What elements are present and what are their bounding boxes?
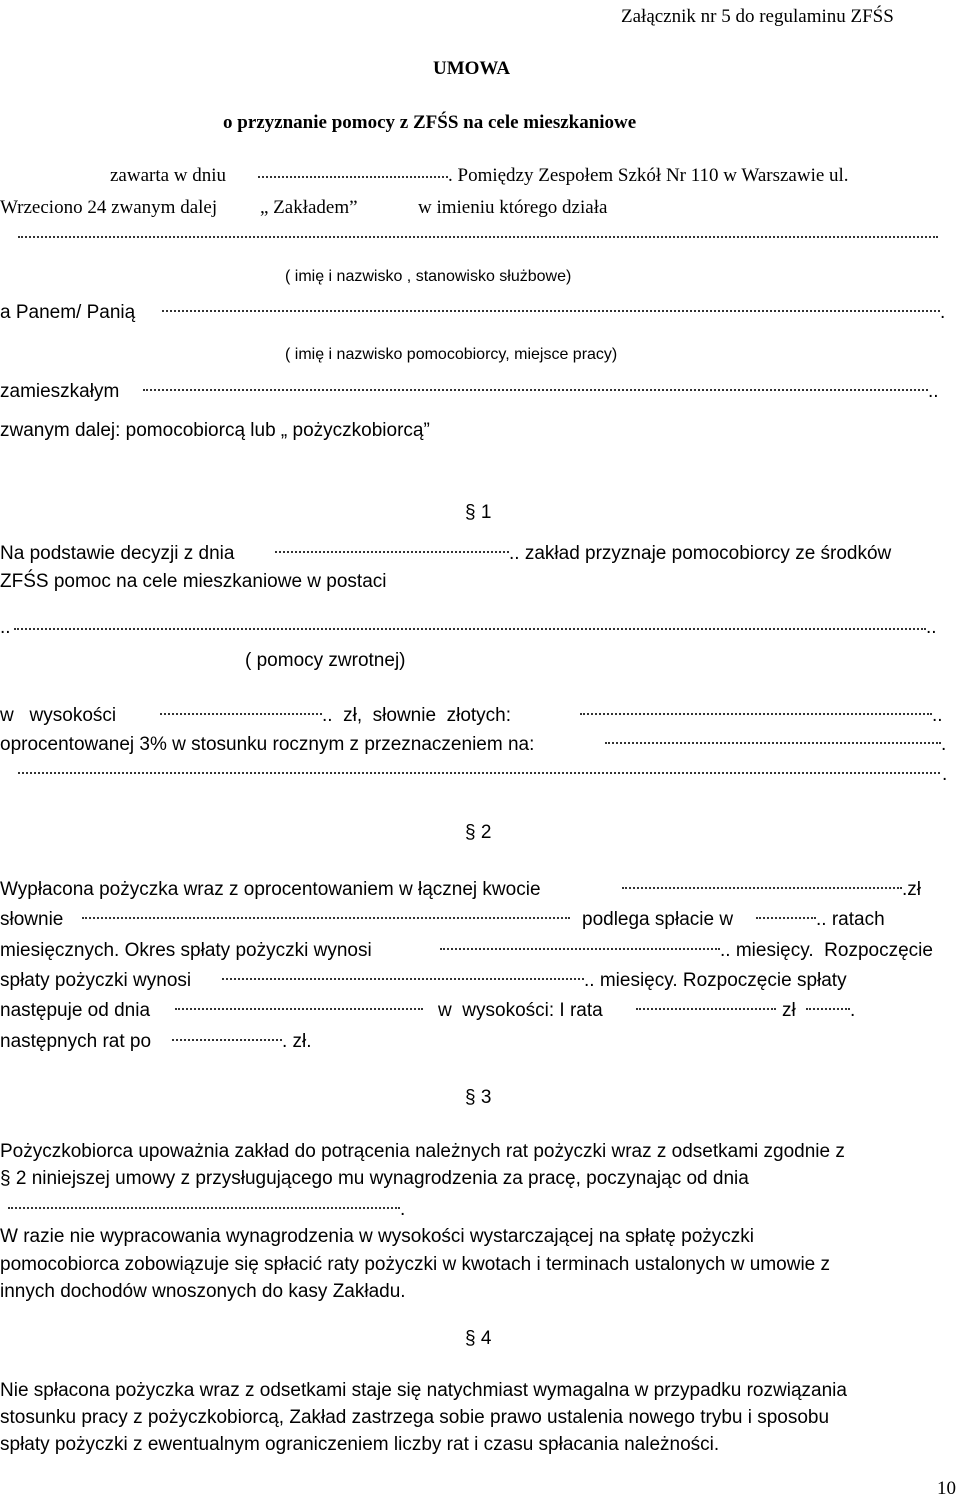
s1-aid-form: ZFŚS pomoc na cele mieszkaniowe w postaci — [0, 571, 387, 592]
first-rate-blank — [636, 1008, 776, 1010]
s1-blank-start: .. — [0, 617, 11, 638]
representative-note: ( imię i nazwisko , stanowisko służbowe) — [285, 268, 572, 285]
s2-period-label: miesięcznych. Okres spłaty pożyczki wynosi — [0, 940, 372, 961]
start-date-blank — [175, 1008, 423, 1010]
s2-repayment-label: podlega spłacie w — [582, 909, 734, 930]
period-blank-2 — [222, 978, 584, 980]
purpose-blank-2 — [18, 772, 940, 774]
s2-period-unit: .. miesięcy. Rozpoczęcie — [720, 940, 933, 961]
s1-words-end: .. — [932, 705, 943, 726]
s1-interest-text: oprocentowanej 3% w stosunku rocznym z przeznaczeniem na: — [0, 734, 535, 755]
page-number: 10 — [937, 1478, 956, 1499]
borrower-note: ( imię i nazwisko pomocobiorcy, miejsce pracy) — [285, 346, 618, 363]
purpose-blank — [605, 742, 941, 744]
installments-blank — [756, 917, 816, 919]
intro-address: Wrzeciono 24 zwanym dalej — [0, 197, 218, 218]
s2-words-label: słownie — [0, 909, 64, 930]
s2-first-rate-unit: zł — [782, 1000, 796, 1021]
s1-decision-label: Na podstawie decyzji z dnia — [0, 543, 235, 564]
s2-next-rates-unit: . zł. — [282, 1031, 312, 1052]
s2-next-rates-label: następnych rat po — [0, 1031, 152, 1052]
intro-zaklad: „ Zakładem” — [260, 197, 358, 218]
s1-words-label: .. zł, słownie złotych: — [322, 705, 512, 726]
residence-blank — [143, 389, 928, 391]
section-2-heading: § 2 — [465, 822, 492, 843]
s2-first-rate-label: w wysokości: I rata — [438, 1000, 603, 1021]
s3-line-5: pomocobiorca zobowiązuje się spłacić raty pożyczki w kwotach i terminach ustalonych w umowie z — [0, 1254, 831, 1275]
s3-line-2: § 2 niniejszej umowy z przysługującego mu wynagrodzenia za pracę, poczynając od dnia — [0, 1168, 749, 1189]
deduction-date-blank — [8, 1207, 400, 1209]
total-amount-blank — [622, 887, 902, 889]
s2-period-label-2: spłaty pożyczki wynosi — [0, 970, 192, 991]
contract-title: UMOWA — [433, 58, 511, 79]
amount-blank — [160, 713, 322, 715]
s2-first-rate-dot: . — [850, 1000, 856, 1021]
section-4-heading: § 4 — [465, 1328, 492, 1349]
intro-representative: w imieniu którego działa — [418, 197, 608, 218]
borrower-blank — [162, 310, 940, 312]
s1-amount-label: w wysokości — [0, 705, 117, 726]
s2-start-text: .. miesięcy. Rozpoczęcie spłaty — [584, 970, 847, 991]
residence-label: zamieszkałym — [0, 381, 120, 402]
aid-form-blank — [14, 628, 926, 630]
s3-line-6: innych dochodów wnoszonych do kasy Zakładu. — [0, 1281, 406, 1302]
total-words-blank — [82, 917, 570, 919]
s3-line-4: W razie nie wypracowania wynagrodzenia w wysokości wystarczającej na spłatę pożyczki — [0, 1226, 754, 1247]
contract-subtitle: o przyznanie pomocy z ZFŚS na cele mieszkaniowe — [223, 112, 637, 133]
s1-purpose-end: . — [942, 764, 948, 785]
period-blank — [440, 948, 720, 950]
s2-start-label: następuje od dnia — [0, 1000, 151, 1021]
first-rate-zl-blank — [806, 1008, 850, 1010]
s2-total-label: Wypłacona pożyczka wraz z oprocentowaniem w łącznej kwocie — [0, 879, 541, 900]
attachment-note: Załącznik nr 5 do regulaminu ZFŚS — [621, 6, 894, 27]
s1-grant-text: .. zakład przyznaje pomocobiorcy ze środków — [509, 543, 892, 564]
representative-blank — [18, 236, 938, 238]
s3-line-3: . — [400, 1199, 406, 1220]
s4-line-2: stosunku pracy z pożyczkobiorcą, Zakład zastrzega sobie prawo ustalenia nowego trybu i sposobu — [0, 1407, 830, 1428]
s4-line-3: spłaty pożyczki z ewentualnym ograniczeniem liczby rat i czasu spłacania należności. — [0, 1434, 720, 1455]
intro-parties: . Pomiędzy Zespołem Szkół Nr 110 w Warszawie ul. — [448, 165, 849, 186]
borrower-alias: zwanym dalej: pomocobiorcą lub „ pożyczkobiorcą” — [0, 420, 430, 441]
date-blank — [258, 176, 448, 178]
residence-dots: .. — [928, 381, 939, 402]
s4-line-1: Nie spłacona pożyczka wraz z odsetkami staje się natychmiast wymagalna w przypadku rozwiązania — [0, 1380, 847, 1401]
s2-total-unit: .zł — [902, 879, 921, 900]
section-3-heading: § 3 — [465, 1087, 492, 1108]
decision-date-blank — [275, 551, 509, 553]
borrower-label: a Panem/ Panią — [0, 302, 136, 323]
s1-blank-end: .. — [926, 617, 937, 638]
borrower-dot: . — [940, 302, 946, 323]
s2-installments-unit: .. ratach — [816, 909, 885, 930]
s3-line-1: Pożyczkobiorca upoważnia zakład do potrącenia należnych rat pożyczki wraz z odsetkami zgodnie z — [0, 1141, 845, 1162]
s1-aid-note: ( pomocy zwrotnej) — [245, 650, 406, 671]
next-rates-blank — [172, 1039, 282, 1041]
intro-date-label: zawarta w dniu — [110, 165, 227, 186]
section-1-heading: § 1 — [465, 502, 492, 523]
amount-words-blank — [580, 713, 932, 715]
s1-purpose-dot: . — [941, 734, 947, 755]
